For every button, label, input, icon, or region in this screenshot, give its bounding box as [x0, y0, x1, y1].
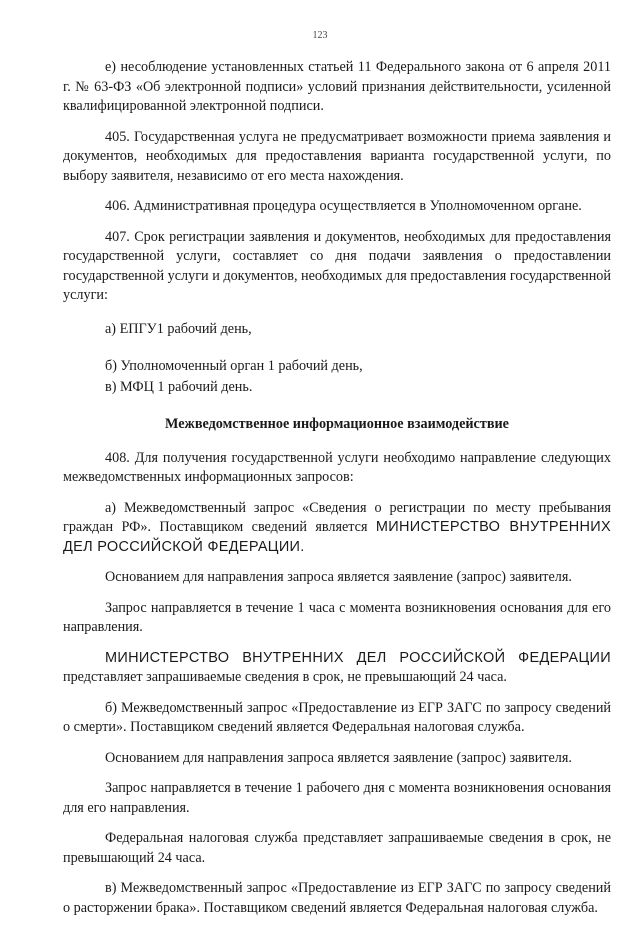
- mvd-org: МИНИСТЕРСТВО ВНУТРЕННИХ ДЕЛ РОССИЙСКОЙ ФЕДЕРАЦИИ: [105, 649, 611, 666]
- paragraph-407: 407. Срок регистрации заявления и документов, необходимых для предоставления государственной услуги, составляет со дня подачи заявления о предоставлении государственной услуги и документов, необходимых для предоставления государственной услуги:: [63, 228, 611, 303]
- request-a: [63, 499, 611, 558]
- request-b: б) Межведомственный запрос «Предоставление из ЕГР ЗАГС по запросу сведений о смерти». Поставщиком сведений является Федеральная налоговая служба.: [63, 699, 611, 735]
- section-heading: Межведомственное информационное взаимодействие: [165, 416, 509, 432]
- paragraph-408: 408. Для получения государственной услуги необходимо направление следующих межведомственных информационных запросов:: [63, 449, 611, 485]
- basis-2: Основанием для направления запроса является заявление (запрос) заявителя.: [105, 749, 572, 766]
- list-item-b: б) Уполномоченный орган 1 рабочий день,: [105, 358, 363, 374]
- mvd-reply: [63, 649, 611, 688]
- request-c: в) Межведомственный запрос «Предоставление из ЕГР ЗАГС по запросу сведений о расторжении брака». Поставщиком сведений является Федеральная налоговая служба.: [63, 880, 611, 916]
- sent-1: Запрос направляется в течение 1 часа с момента возникновения основания для его направления.: [63, 599, 611, 635]
- list-item-c: в) МФЦ 1 рабочий день.: [105, 378, 253, 395]
- paragraph-406: 406. Административная процедура осуществляется в Уполномоченном органе.: [105, 198, 582, 214]
- mvd-rest: представляет запрашиваемые сведения в срок, не превышающий 24 часа.: [63, 669, 507, 685]
- request-a-text: а) Межведомственный запрос «Сведения о регистрации по месту пребывания граждан РФ». Поставщиком сведений является: [63, 499, 611, 535]
- fns-reply: Федеральная налоговая служба представляет запрашиваемые сведения в срок, не превышающий 24 часа.: [63, 830, 611, 866]
- paragraph-e: е) несоблюдение установленных статьей 11 Федерального закона от 6 апреля 2011 г. № 63-ФЗ «Об электронной подписи» условий признания действительности, усиленной квалифицированной электронной подписи.: [63, 59, 611, 114]
- request-a-org: МИНИСТЕРСТВО ВНУТРЕННИХ ДЕЛ РОССИЙСКОЙ ФЕДЕРАЦИИ.: [63, 519, 611, 555]
- sent-2: Запрос направляется в течение 1 рабочего дня с момента возникновения основания для его направления.: [63, 780, 611, 816]
- document-body: [63, 58, 611, 929]
- list-item-a: а) ЕПГУ1 рабочий день,: [105, 320, 252, 337]
- basis-1: Основанием для направления запроса является заявление (запрос) заявителя.: [105, 569, 572, 585]
- page-number: 123: [312, 30, 328, 41]
- paragraph-405: 405. Государственная услуга не предусматривает возможности приема заявления и документов, необходимых для предоставления варианта государственной услуги, по выбору заявителя, независимо от его места нахождения.: [63, 128, 611, 184]
